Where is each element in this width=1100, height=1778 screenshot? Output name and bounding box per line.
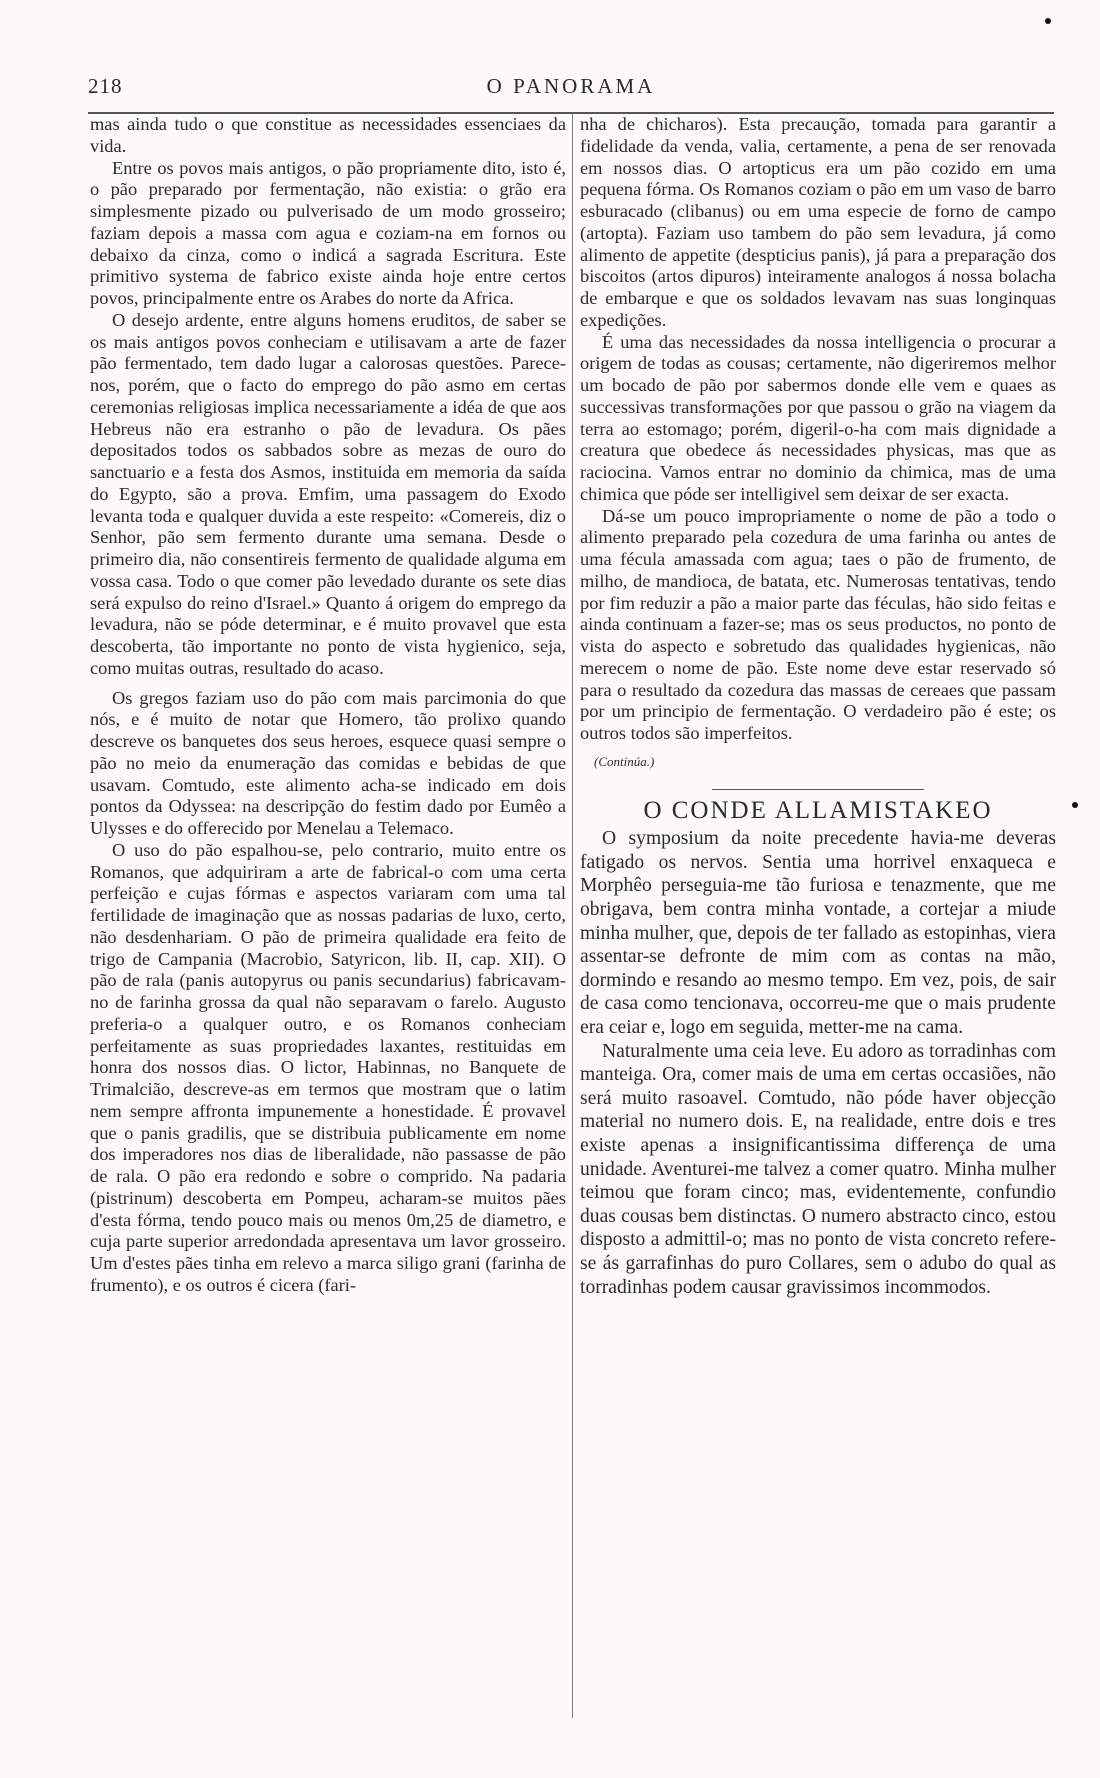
article-title: O CONDE ALLAMISTAKEO [643, 796, 993, 824]
right-column [580, 114, 1056, 1299]
running-title: O PANORAMA [486, 74, 656, 98]
column-divider [572, 114, 573, 1718]
paragraph: Entre os povos mais antigos, o pão propriamente dito, isto é, o pão preparado por fermentação, não existia: o grão era simplesmente pizado ou pulverisado de um modo grosseiro; faziam depois a massa com agua e coziam-na em fornos ou debaixo da cinza, como o indicá a sagrada Escritura. Este primitivo systema de fabrico existe ainda hoje entre certos povos, principalmente entre os Arabes do norte da Africa. [90, 157, 566, 308]
continuation-note: (Continúa.) [594, 753, 655, 769]
paragraph: Dá-se um pouco impropriamente o nome de pão a todo o alimento preparado pela cozedura de uma farinha ou antes de uma fécula amassada com agua; taes o pão de frumento, de milho, de mandioca, de batata, etc. Numerosas tentativas, tendo por fim reduzir a pão a maior parte das féculas, hão sido feitas e ainda continuam a fazer-se; mas os seus productos, no ponto de vista do aspecto e sobretudo das qualidades hygienicas, não merecem o nome de pão. Este nome deve estar reservado só para o resultado da cozedura das massas de cereaes que passam por um principio de fermentação. O verdadeiro pão é este; os outros todos são imperfeitos. [580, 505, 1056, 743]
page-number: 218 [88, 74, 123, 98]
article-body [580, 827, 1056, 1299]
paragraph: O uso do pão espalhou-se, pelo contrario, muito entre os Romanos, que adquiriram a arte de fabrical-o com uma certa perfeição e cujas fórmas e aspectos variaram com uma tal fertilidade de imaginação que as nossas padarias de luxo, certo, não desdenhariam. O pão de primeira qualidade era feito de trigo de Campania (Macrobio, Satyricon, lib. II, cap. XII). O pão de rala (panis autopyrus ou panis secundarius) fabricavam-no de farinha grossa da qual não separavam o farelo. Augusto preferia-o a qualquer outro, e os Romanos conheciam perfeitamente as suas propriedades laxantes, restituidas em honra dos nossos dias. O lictor, Habinnas, no Banquete de Trimalcião, descreve-as em termos que mostram que o latim nem sempre affronta impunemente a honestidade. É provavel que o panis gradilis, que se distribuia publicamente em nome dos imperadores nos dias de liberalidade, não passasse de pão de rala. O pão era redondo e sobre o comprido. Na padaria (pistrinum) descoberta em Pompeu, acharam-se muitos pães d'esta fórma, tendo pouco mais ou menos 0m,25 de diametro, e cuja parte superior arredondada apresentava um lavor grosseiro. Um d'estes pães tinha em relevo a marca siligo grani (farinha de frumento), e os outros é cicera (fari- [90, 839, 566, 1295]
paragraph: nha de chicharos). Esta precaução, tomada para garantir a fidelidade da venda, valia, certamente, a pena de ser renovada em nossos dias. O artopticus era um pão cozido em uma pequena fórma. Os Romanos coziam o pão em um vaso de barro esburacado (clibanus) ou em uma especie de forno de campo (artopta). Faziam uso tambem do pão sem levadura, já como alimento de appetite (despticius panis), já para a preparação dos biscoitos (artos dipuros) inteiramente analogos á nossa bolacha de embarque e que os soldados levavam nas suas longinquas expedições. [580, 114, 1056, 330]
ink-speck [1045, 18, 1051, 24]
paragraph: mas ainda tudo o que constitue as necessidades essenciaes da vida. [90, 114, 566, 156]
paragraph: Os gregos faziam uso do pão com mais parcimonia do que nós, e é muito de notar que Homero, tão prolixo quando descreve os banquetes dos seus heroes, esquece quasi sempre o pão no meio da enumeração das comidas e bebidas de que usavam. Comtudo, este alimento acha-se indicado em dois pontos da Odyssea: na descripção do festim dado por Eumêo a Ulysses e do offerecido por Menelau a Telemaco. [90, 687, 566, 838]
paragraph: É uma das necessidades da nossa intelligencia o procurar a origem de todas as cousas; certamente, não digeriremos melhor um bocado de pão por sabermos donde elle vem e quaes as successivas transformações por que passou o grão na viagem da terra ao estomago; porém, digeril-o-ha com mais dignidade a creatura que obedece ás necessidades physicas, mas que as raciocina. Vamos entrar no dominio da chimica, mas de uma chimica que póde ser intelligivel sem deixar de ser exacta. [580, 331, 1056, 504]
section-rule [712, 789, 924, 790]
paragraph: Naturalmente uma ceia leve. Eu adoro as torradinhas com manteiga. Ora, comer mais de uma em certas occasiões, não será muito rasoavel. Comtudo, não póde haver objecção material no numero dois. E, na realidade, entre dois e tres existe apenas a insignificantissima differença de uma unidade. Aventurei-me talvez a comer quatro. Minha mulher teimou que foram cinco; mas, evidentemente, confundio duas cousas bem distinctas. O numero abstracto cinco, estou disposto a admittil-o; mas no ponto de vista concreto refere-se ás garrafinhas do puro Collares, sem o adubo do qual as torradinhas podem causar gravissimos incommodos. [580, 1040, 1056, 1298]
page-header [88, 74, 1054, 104]
left-column [90, 114, 566, 1297]
ink-speck [1072, 802, 1078, 808]
paragraph: O desejo ardente, entre alguns homens eruditos, de saber se os mais antigos povos conheciam e utilisavam a arte de fazer pão fermentado, tem dado lugar a calorosas questões. Parece-nos, porém, que o facto do emprego do pão asmo em certas ceremonias religiosas implica necessariamente a idéa de que aos Hebreus não era estranho o pão de levadura. Os pães depositados todos os sabbados sobre as mezas de ouro do sanctuario e a festa dos Asmos, instituida em memoria da saída do Egypto, são a prova. Emfim, uma passagem do Exodo levanta toda e qualquer duvida a este respeito: «Comereis, diz o Senhor, pão sem fermento durante uma semana. Desde o primeiro dia, não consentireis fermento de qualidade alguma em vossa casa. Todo o que comer pão levedado durante os sete dias será expulso do reino d'Israel.» Quanto á origem do emprego da levadura, não se póde determinar, e é muito provavel que esta descoberta, tão importante no ponto de vista hygienico, seja, como muitas outras, resultado do acaso. [90, 309, 566, 678]
paragraph: O symposium da noite precedente havia-me deveras fatigado os nervos. Sentia uma horrivel enxaqueca e Morphêo perseguia-me tão furiosa e tenazmente, que me obrigava, bem contra minha vontade, a cortejar a miude minha mulher, que, depois de ter fallado as estopinhas, viera assentar-se defronte de mim com as contas na mão, dormindo e resando ao mesmo tempo. Em vez, pois, de sair de casa como tencionava, occorreu-me que o mais prudente era ceiar e, logo em seguida, metter-me na cama. [580, 828, 1056, 1038]
